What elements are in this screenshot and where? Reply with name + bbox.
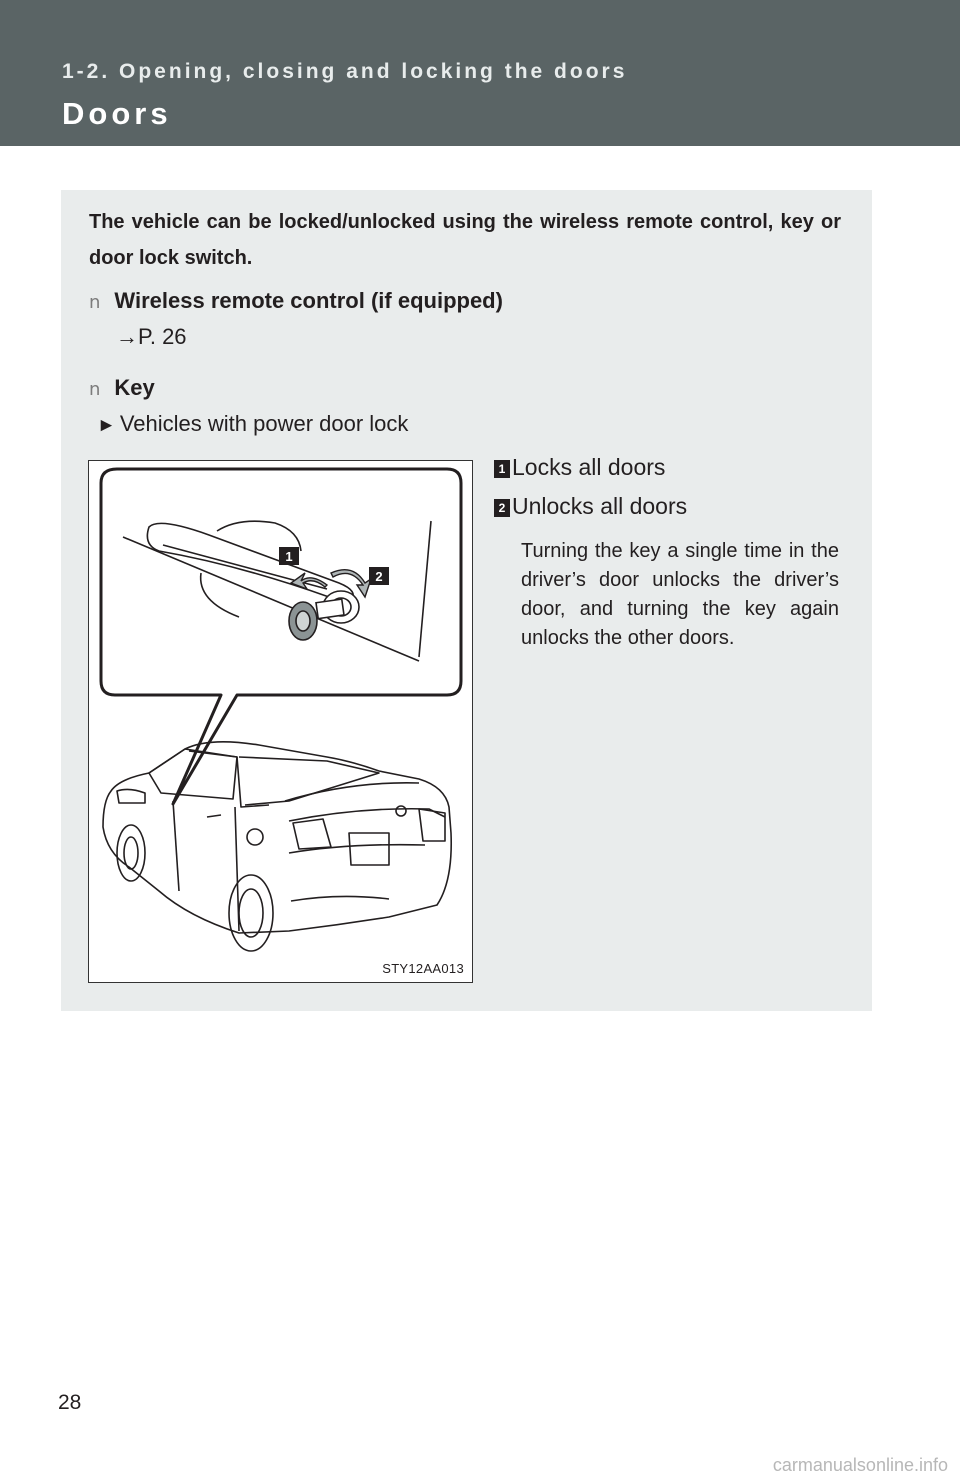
unlock-note: Turning the key a single time in the driver’s door unlocks the driver’s door, and turning the key again unlocks the other doors.	[521, 540, 839, 649]
callout-1-label: 1	[285, 549, 293, 564]
variant-text: Vehicles with power door lock	[119, 411, 409, 436]
sedan-car-icon	[103, 742, 451, 951]
car-and-key-drawing	[89, 461, 474, 984]
legend-text-lock: Locks all doors	[512, 454, 666, 480]
section-title: 1-2. Opening, closing and locking the doors	[62, 60, 628, 83]
figure-code: STY12AA013	[382, 961, 464, 976]
key-heading	[89, 375, 155, 401]
page-title: Doors	[62, 96, 172, 131]
key-heading-text: Key	[114, 375, 155, 400]
content-panel	[61, 190, 872, 1011]
page-reference-link[interactable]: →P. 26	[116, 324, 187, 349]
number-2-badge: 2	[494, 499, 510, 517]
bullet-icon: n	[89, 379, 101, 400]
legend-item-lock	[494, 454, 665, 481]
number-1-badge: 1	[494, 460, 510, 478]
watermark: carmanualsonline.info	[772, 1455, 948, 1475]
zoom-callout-bubble	[101, 469, 461, 804]
variant-line	[97, 411, 408, 437]
remote-heading-text: Wireless remote control (if equipped)	[114, 288, 503, 313]
legend-text-unlock: Unlocks all doors	[512, 493, 688, 519]
header-bar	[0, 0, 960, 146]
door-lock-illustration	[88, 460, 473, 983]
page-number: 28	[58, 1391, 82, 1414]
triangle-marker-icon: ►	[97, 415, 116, 436]
callout-2-label: 2	[375, 569, 383, 584]
legend-item-unlock	[494, 493, 687, 520]
intro-text: The vehicle can be locked/unlocked using the wireless remote control, key or door lock switch.	[89, 211, 841, 269]
remote-heading	[89, 288, 503, 314]
bullet-icon: n	[89, 292, 101, 313]
